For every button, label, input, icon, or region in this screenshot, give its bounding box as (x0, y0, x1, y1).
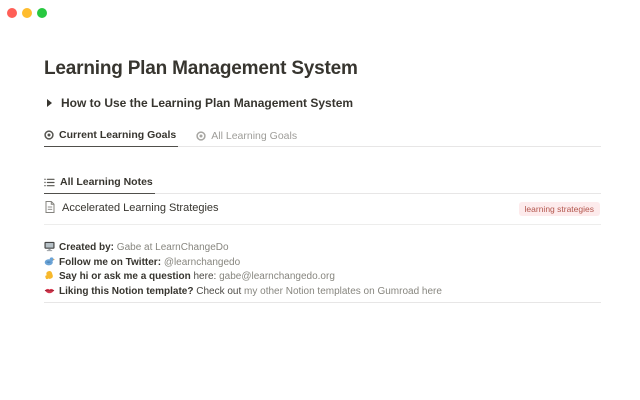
credit-line-twitter (44, 256, 601, 271)
page-icon (45, 201, 55, 216)
twitter-handle-link[interactable]: @learnchangedo (163, 256, 241, 268)
footer-credits (44, 241, 601, 303)
minimize-button[interactable] (22, 8, 32, 18)
toggle-block-how-to-use[interactable] (44, 96, 601, 110)
divider (44, 302, 601, 303)
contact-email-link[interactable]: gabe@learnchangedo.org (219, 271, 335, 282)
credit-line-contact (44, 270, 601, 285)
gumroad-label: Liking this Notion template? (59, 285, 194, 297)
tab-label: All Learning Goals (211, 129, 298, 142)
tab-all-learning-notes[interactable] (44, 176, 155, 194)
contact-label: Say hi or ask me a question (59, 271, 191, 282)
credit-label: Created by: (59, 242, 115, 253)
tab-label: All Learning Notes (60, 176, 153, 188)
lips-emoji (44, 285, 55, 302)
goals-view-tabs (44, 129, 601, 147)
tab-label: Current Learning Goals (59, 129, 177, 141)
close-button[interactable] (7, 8, 17, 18)
gumroad-separator: Check out (193, 285, 245, 297)
tab-current-learning-goals[interactable] (44, 129, 178, 147)
window-controls (7, 8, 47, 18)
notes-view-tabs (44, 176, 601, 194)
credit-line-gumroad (44, 285, 601, 300)
target-icon (196, 131, 206, 141)
page-title: Learning Plan Management System (44, 58, 358, 79)
contact-separator: here: (190, 271, 220, 282)
credit-line-created-by (44, 241, 601, 256)
toggle-label: How to Use the Learning Plan Management System (61, 96, 354, 110)
gumroad-templates-link[interactable]: my other Notion templates on Gumroad here (244, 285, 442, 297)
twitter-label: Follow me on Twitter: (59, 256, 162, 268)
list-view-icon (44, 177, 55, 188)
tag-badge[interactable]: learning strategies (519, 202, 600, 216)
note-title: Accelerated Learning Strategies (62, 202, 219, 214)
page-content (44, 0, 601, 303)
target-icon (44, 130, 54, 140)
creator-link[interactable]: Gabe at LearnChangeDo (116, 242, 229, 253)
tab-all-learning-goals[interactable] (196, 129, 299, 147)
toggle-triangle-icon[interactable] (47, 99, 52, 107)
note-row-accelerated-learning-strategies[interactable] (44, 194, 601, 225)
